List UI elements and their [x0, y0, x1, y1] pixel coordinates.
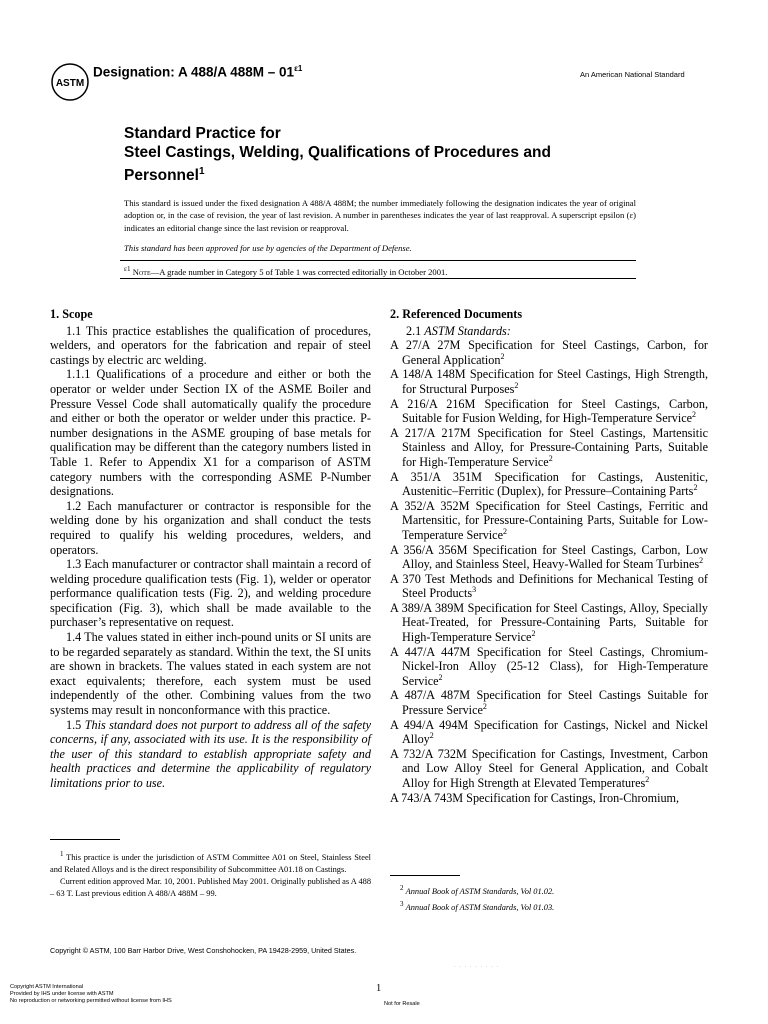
paragraph-1-1-1: 1.1.1 Qualifications of a procedure and either or both the operator or welder under Section IX of the ASME Boiler and Pressure Vessel Code shall automatically qualify the procedure and either or both the operator or welder under this practice. P-number designations in the ASME grouping of base metals for qualification may be different than the category numbers listed in Table 1. Refer to Appendix X1 for a comparison of ASTM category numbers with the corresponding ASME P-Number designations.	[50, 367, 371, 499]
page-number: 1	[376, 983, 382, 994]
footnote-3-text: Annual Book of ASTM Standards, Vol 01.03.	[405, 902, 555, 912]
reference-footnote-ref: 2	[514, 380, 519, 390]
reference-text: A 217/A 217M Specification for Steel Castings, Martensitic Stainless and Alloy, for Pressure-Containing Parts, Suitable for High-Temperature Service	[390, 425, 708, 469]
subsection-2-1	[390, 324, 708, 339]
footnote-1-edition: Current edition approved Mar. 10, 2001. Published May 2001. Originally published as A 488 – 63 T. Last previous edition A 488/A 488M – 99.	[50, 876, 372, 898]
reference-item	[390, 426, 708, 470]
reference-list	[390, 338, 708, 805]
dod-approval-statement: This standard has been approved for use by agencies of the Department of Defense.	[124, 243, 412, 253]
reference-text: A 352/A 352M Specification for Steel Castings, Ferritic and Martensitic, for Pressure-Containing Parts, Suitable for Low-Temperature Service	[390, 498, 708, 542]
section-heading-scope: 1. Scope	[50, 307, 93, 321]
footnotes-right	[390, 882, 708, 914]
faint-marks: . . . . . . . . .	[454, 963, 500, 969]
reference-item	[390, 543, 708, 572]
astm-logo	[50, 62, 90, 107]
footnote-divider	[390, 875, 460, 876]
license-line-3: No reproduction or networking permitted without license from IHS	[10, 998, 172, 1004]
reference-footnote-ref: 2	[692, 410, 697, 420]
not-for-resale: Not for Resale	[384, 1001, 420, 1007]
paragraph-1-5-number: 1.5	[66, 717, 82, 732]
subsection-title: ASTM Standards:	[424, 323, 511, 338]
license-line-1: Copyright ASTM International	[10, 984, 84, 990]
footnote-1-marker: 1	[60, 850, 64, 858]
title-footnote-ref: 1	[198, 166, 205, 177]
reference-footnote-ref: 2	[645, 774, 650, 784]
reference-item	[390, 791, 708, 806]
footnote-3-marker: 3	[400, 899, 404, 908]
reference-footnote-ref: 2	[429, 731, 434, 741]
reference-item	[390, 470, 708, 499]
note-label: Note	[132, 266, 151, 277]
reference-item	[390, 367, 708, 396]
reference-text: A 148/A 148M Specification for Steel Castings, High Strength, for Structural Purposes	[390, 367, 708, 396]
subsection-number: 2.1	[406, 323, 422, 338]
reference-text: A 389/A 389M Specification for Steel Castings, Alloy, Specially Heat-Treated, for Pressure-Containing Parts, Suitable for High-Temperature Service	[390, 600, 708, 645]
note-text: —A grade number in Category 5 of Table 1 was corrected editorially in October 2001.	[150, 266, 448, 277]
paragraph-1-1: 1.1 This practice establishes the qualification of procedures, welders, and operators for the fabrication and repair of steel castings by electric arc welding.	[50, 323, 371, 367]
title-line-2: Steel Castings, Welding, Qualifications of Procedures and	[124, 144, 551, 161]
paragraph-1-5	[50, 718, 371, 791]
reference-text: A 216/A 216M Specification for Steel Castings, Carbon, Suitable for Fusion Welding, for High-Temperature Service	[390, 396, 708, 426]
american-national-standard-label: An American National Standard	[580, 70, 685, 79]
divider	[120, 260, 636, 261]
section-heading-referenced-documents: 2. Referenced Documents	[390, 307, 523, 321]
reference-footnote-ref: 2	[438, 672, 443, 682]
editorial-note	[124, 265, 447, 277]
note-epsilon: ε1	[124, 265, 131, 273]
document-title	[124, 124, 684, 185]
reference-footnote-ref: 2	[531, 629, 536, 638]
reference-item	[390, 688, 708, 717]
paragraph-1-2: 1.2 Each manufacturer or contractor is responsible for the welding done by his organization and shall conduct the tests required to qualify his welding procedures, welders, and operators.	[50, 498, 371, 557]
paragraph-1-3: 1.3 Each manufacturer or contractor shall maintain a record of welding procedure qualification tests (Fig. 1), welder or operator performance qualification tests (Fig. 2), and welding procedure specification (Fig. 3), which shall be made available to the purchaser’s representative on request.	[50, 557, 371, 630]
reference-item	[390, 747, 708, 791]
reference-item	[390, 499, 708, 543]
reference-item	[390, 338, 708, 367]
reference-text: A 487/A 487M Specification for Steel Castings Suitable for Pressure Service	[390, 688, 708, 718]
reference-item	[390, 601, 708, 645]
footnote-1	[50, 848, 371, 876]
footnote-2-marker: 2	[400, 884, 404, 892]
reference-item	[390, 718, 708, 747]
astm-logo-icon	[50, 62, 90, 102]
reference-footnote-ref: 2	[548, 453, 553, 463]
title-line-3-text: Personnel	[124, 167, 199, 185]
title-line-1: Standard Practice for	[124, 125, 281, 142]
reference-text: A 27/A 27M Specification for Steel Castings, Carbon, for General Application	[390, 338, 708, 367]
reference-text: A 494/A 494M Specification for Castings, Nickel and Nickel Alloy	[390, 717, 708, 747]
paragraph-1-5-text: This standard does not purport to address all of the safety concerns, if any, associated with its use. It is the responsibility of the user of this standard to establish appropriate safety and health practices and determine the applicability of regulatory limitations prior to use.	[50, 717, 371, 790]
issuance-statement: This standard is issued under the fixed designation A 488/A 488M; the number immediately following the designation indicates the year of original adoption or, in the case of revision, the year of last revision. A number in parentheses indicates the year of last reapproval. A superscript epsilon (ε) indicates an editorial change since the last revision or reapproval.	[124, 198, 636, 233]
divider	[120, 278, 636, 279]
reference-text: A 356/A 356M Specification for Steel Castings, Carbon, Low Alloy, and Stainless Steel, Heavy-Walled for Steam Turbines	[390, 542, 708, 572]
footnote-2	[390, 882, 708, 898]
footnote-divider	[50, 839, 120, 840]
footnotes-left	[50, 848, 371, 900]
reference-text: A 370 Test Methods and Definitions for Mechanical Testing of Steel Products	[390, 571, 708, 601]
title-line-3	[124, 162, 684, 185]
reference-item	[390, 572, 708, 601]
reference-footnote-ref: 2	[693, 483, 698, 493]
reference-footnote-ref: 2	[699, 556, 704, 566]
reference-text: A 447/A 447M Specification for Steel Castings, Chromium-Nickel-Iron Alloy (25-12 Class), for High-Temperature Service	[390, 644, 708, 688]
license-notice	[10, 984, 172, 1005]
license-line-2: Provided by IHS under license with ASTM	[10, 991, 114, 997]
logo-text: ASTM	[55, 78, 85, 89]
reference-text: A 743/A 743M Specification for Castings, Iron-Chromium,	[390, 790, 680, 805]
paragraph-1-4: 1.4 The values stated in either inch-pound units or SI units are to be regarded separately as standard. Within the text, the SI units are shown in brackets. The values stated in each system are not exact equivalents; therefore, each system must be used independently of the other. Combining values from the two systems may result in nonconformance with this practice.	[50, 630, 371, 718]
footnote-1-text: This practice is under the jurisdiction of ASTM Committee A01 on Steel, Stainless Steel and Related Alloys and is the direct responsibility of Subcommittee A01.18 on Castings.	[50, 852, 371, 874]
designation	[93, 64, 302, 80]
reference-footnote-ref: 3	[472, 585, 477, 595]
reference-footnote-ref: 2	[482, 701, 487, 711]
right-column	[390, 307, 708, 805]
copyright-line: Copyright © ASTM, 100 Barr Harbor Drive, West Conshohocken, PA 19428-2959, United States.	[50, 946, 357, 955]
reference-text: A 732/A 732M Specification for Castings, Investment, Carbon and Low Alloy Steel for General Application, and Cobalt Alloy for High Strength at Elevated Temperatures	[390, 746, 708, 790]
footnote-2-text: Annual Book of ASTM Standards, Vol 01.02.	[405, 886, 555, 896]
reference-footnote-ref: 2	[500, 351, 505, 361]
reference-item	[390, 397, 708, 426]
left-column	[50, 307, 371, 791]
reference-item	[390, 645, 708, 689]
reference-footnote-ref: 2	[503, 526, 507, 536]
footnote-3	[390, 898, 708, 914]
reference-text: A 351/A 351M Specification for Castings, Austenitic, Austenitic–Ferritic (Duplex), for Pressure–Containing Parts	[390, 469, 708, 499]
designation-text: Designation: A 488/A 488M – 01	[93, 64, 295, 80]
designation-sup: ε1	[294, 64, 303, 73]
